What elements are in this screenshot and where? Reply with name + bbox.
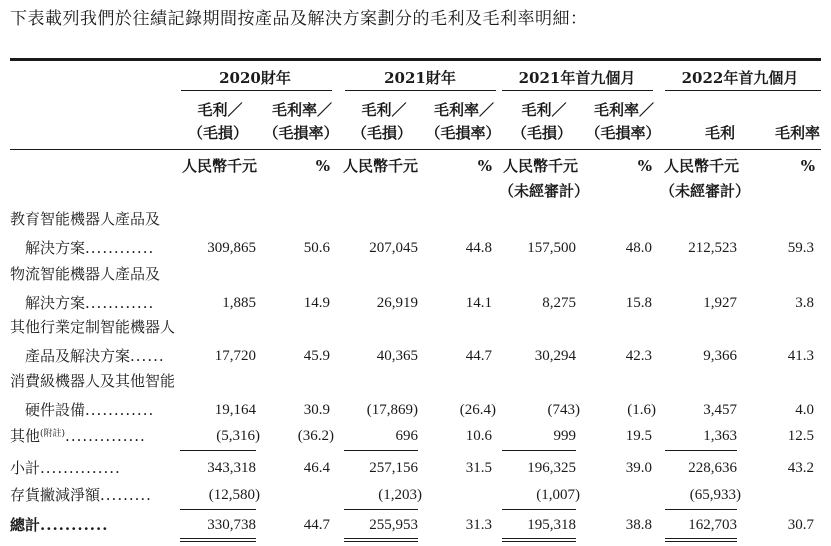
subtotal-value: 46.4 — [303, 460, 330, 476]
subtotal-rule — [180, 450, 256, 451]
total-value: 255,953 — [369, 517, 418, 533]
inventory-value: (12,580) — [208, 487, 260, 503]
subheader-gm-2021-a: 毛利率／ — [433, 101, 494, 119]
total-value: 44.7 — [303, 517, 330, 533]
cell-value: 48.0 — [625, 240, 652, 256]
subheader-gm-2021-9m-a: 毛利率／ — [593, 101, 654, 119]
subtotal-value: 196,325 — [527, 460, 576, 476]
subheader-gp-2020-a: 毛利／ — [197, 101, 243, 119]
period-rule-2021 — [345, 90, 496, 91]
unit-rmb-2022-9m: 人民幣千元 — [664, 157, 740, 175]
inventory-value: (1,007) — [536, 487, 580, 503]
cell-value: 50.6 — [303, 240, 330, 256]
cell-value: (5,316) — [216, 428, 260, 444]
subtotal-label: 小計.............. — [10, 459, 121, 477]
total-double-rule — [665, 541, 737, 542]
header-bottom-rule — [10, 149, 821, 150]
period-rule-2021-9m — [502, 90, 653, 91]
subtotal-value: 343,318 — [207, 460, 256, 476]
subheader-gm-2020-a: 毛利率／ — [271, 101, 332, 119]
subtotal-value: 257,156 — [369, 460, 418, 476]
cell-value: 59.3 — [787, 240, 814, 256]
cell-value: 26,919 — [376, 295, 418, 311]
table-top-rule — [10, 58, 821, 61]
inventory-writedown-label: 存貨撇減淨額......... — [10, 486, 152, 504]
subtotal-value: 43.2 — [787, 460, 814, 476]
cell-value: (17,869) — [366, 402, 418, 418]
cell-value: 207,045 — [369, 240, 418, 256]
total-value: 30.7 — [787, 517, 814, 533]
period-header-2021: 2021財年 — [384, 69, 456, 87]
total-double-rule — [180, 541, 256, 542]
cell-value: 14.1 — [465, 295, 492, 311]
unit-pct-2022-9m: % — [800, 157, 815, 175]
subtotal-rule — [502, 450, 576, 451]
total-double-rule — [665, 538, 737, 539]
total-double-rule — [180, 538, 256, 539]
period-rule-2022-9m — [665, 90, 821, 91]
cell-value: 14.9 — [303, 295, 330, 311]
cell-value: 1,885 — [222, 295, 256, 311]
cell-value: (26.4) — [459, 402, 496, 418]
total-value: 31.3 — [465, 517, 492, 533]
inventory-value: (1,203) — [378, 487, 422, 503]
row-label-line2: 硬件設備............ — [25, 401, 155, 419]
cell-value: 40,365 — [376, 348, 418, 364]
cell-value: 45.9 — [303, 348, 330, 364]
row-label-line2: 解決方案............ — [25, 294, 155, 312]
total-rule — [180, 509, 256, 510]
cell-value: 9,366 — [703, 348, 737, 364]
total-label: 總計........... — [10, 516, 109, 534]
cell-value: 41.3 — [787, 348, 814, 364]
intro-text: 下表載列我們於往績記錄期間按產品及解決方案劃分的毛利及毛利率明細： — [10, 9, 588, 29]
inventory-value: (65,933) — [689, 487, 741, 503]
subtotal-value: 31.5 — [465, 460, 492, 476]
period-header-2021-9m: 2021年首九個月 — [518, 69, 636, 87]
cell-value: 309,865 — [207, 240, 256, 256]
unit-pct-2021-9m: % — [637, 157, 652, 175]
total-value: 38.8 — [625, 517, 652, 533]
cell-value: 42.3 — [625, 348, 652, 364]
subheader-gm-2021-9m-b: （毛損率） — [585, 124, 661, 142]
cell-value: 157,500 — [527, 240, 576, 256]
subheader-gp-2021-9m-a: 毛利／ — [521, 101, 567, 119]
subheader-gp-2021-9m-b: （毛損） — [511, 124, 572, 142]
total-value: 162,703 — [688, 517, 737, 533]
cell-value: 10.6 — [465, 428, 492, 444]
total-double-rule — [502, 541, 576, 542]
unit-unaudited-2021-9m: （未經審計） — [499, 182, 590, 200]
cell-value: 8,275 — [542, 295, 576, 311]
subheader-gm-2021-b: （毛損率） — [425, 124, 501, 142]
total-double-rule — [344, 538, 418, 539]
subtotal-rule — [665, 450, 737, 451]
cell-value: (743) — [547, 402, 580, 418]
unit-rmb-2020: 人民幣千元 — [182, 157, 258, 175]
subtotal-rule — [344, 450, 418, 451]
subheader-gm-2022-9m: 毛利率 — [774, 124, 820, 142]
total-rule — [344, 509, 418, 510]
cell-value: 44.7 — [465, 348, 492, 364]
cell-value: 30,294 — [534, 348, 576, 364]
footnote-marker: (附註) — [40, 429, 66, 439]
unit-rmb-2021: 人民幣千元 — [343, 157, 419, 175]
unit-pct-2021: % — [477, 157, 492, 175]
cell-value: 212,523 — [688, 240, 737, 256]
cell-value: 19.5 — [625, 428, 652, 444]
row-label-line1: 教育智能機器人產品及 — [10, 210, 161, 228]
cell-value: 17,720 — [214, 348, 256, 364]
cell-value: (36.2) — [297, 428, 334, 444]
cell-value: 3.8 — [795, 295, 814, 311]
cell-value: 44.8 — [465, 240, 492, 256]
row-label-line2: 解決方案............ — [25, 239, 155, 257]
total-value: 330,738 — [207, 517, 256, 533]
row-label-line1: 消費級機器人及其他智能 — [10, 372, 176, 390]
subheader-gp-2021-a: 毛利／ — [361, 101, 407, 119]
subheader-gp-2022-9m: 毛利 — [704, 124, 735, 142]
cell-value: 4.0 — [795, 402, 814, 418]
row-label-line1: 其他行業定制智能機器人 — [10, 318, 176, 336]
subheader-gm-2020-b: （毛損率） — [263, 124, 339, 142]
total-double-rule — [502, 538, 576, 539]
cell-value: 999 — [553, 428, 576, 444]
cell-value: 1,927 — [703, 295, 737, 311]
cell-value: (1.6) — [627, 402, 656, 418]
subtotal-value: 228,636 — [688, 460, 737, 476]
total-rule — [665, 509, 737, 510]
period-header-2020: 2020財年 — [219, 69, 291, 87]
subtotal-value: 39.0 — [625, 460, 652, 476]
cell-value: 1,363 — [703, 428, 737, 444]
subheader-gp-2021-b: （毛損） — [351, 124, 412, 142]
subheader-gp-2020-b: （毛損） — [187, 124, 248, 142]
row-label-line1: 物流智能機器人產品及 — [10, 265, 161, 283]
period-rule-2020 — [181, 90, 332, 91]
unit-pct-2020: % — [315, 157, 330, 175]
row-label-line2: 產品及解決方案...... — [25, 347, 165, 365]
cell-value: 3,457 — [703, 402, 737, 418]
cell-value: 19,164 — [214, 402, 256, 418]
total-rule — [502, 509, 576, 510]
cell-value: 696 — [395, 428, 418, 444]
total-double-rule — [344, 541, 418, 542]
unit-rmb-2021-9m: 人民幣千元 — [503, 157, 579, 175]
cell-value: 30.9 — [303, 402, 330, 418]
cell-value: 12.5 — [787, 428, 814, 444]
cell-value: 15.8 — [625, 295, 652, 311]
period-header-2022-9m: 2022年首九個月 — [681, 69, 799, 87]
unit-unaudited-2022-9m: （未經審計） — [660, 182, 751, 200]
row-label-other: 其他$^{(附註)}$.............. — [10, 427, 146, 445]
total-value: 195,318 — [527, 517, 576, 533]
